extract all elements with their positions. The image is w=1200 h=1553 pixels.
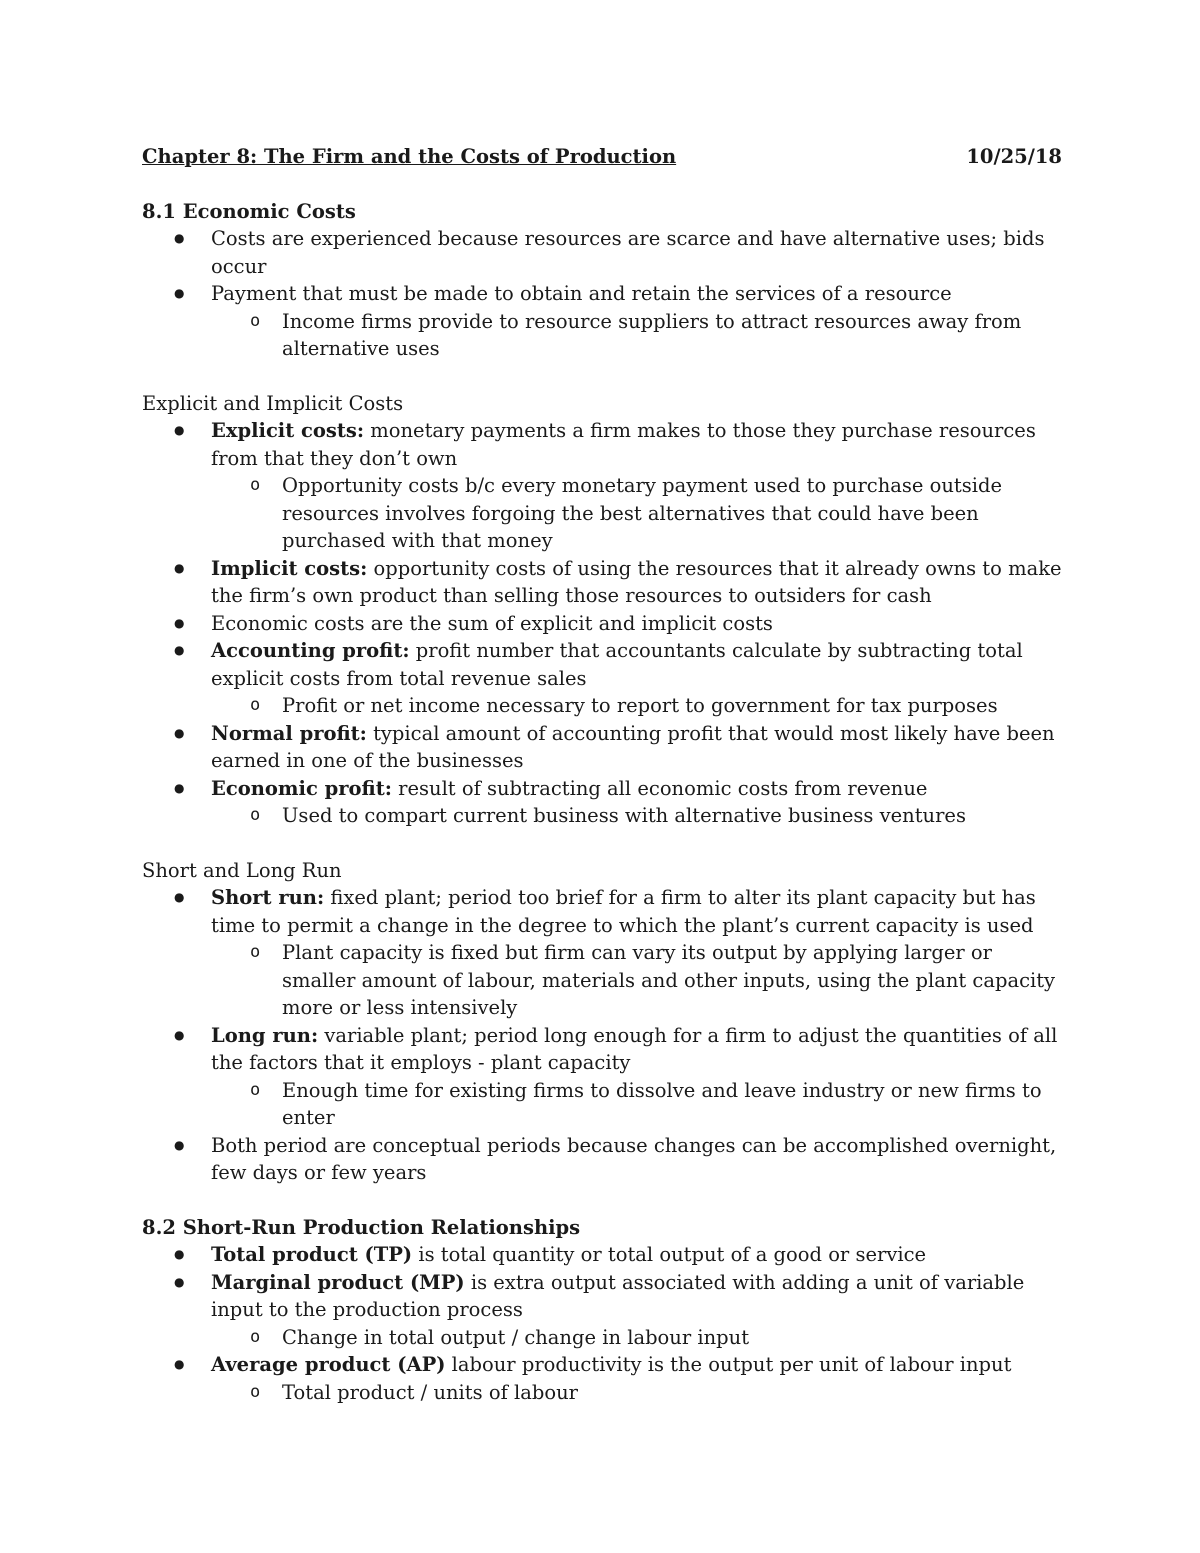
term: Total product (TP) (211, 1243, 413, 1266)
chapter-title: Chapter 8: The Firm and the Costs of Production (142, 145, 677, 168)
sub-list-item: o Enough time for existing firms to dissolve and leave industry or new firms to enter (142, 1077, 1062, 1132)
term: Implicit costs: (211, 556, 368, 580)
sub-list-item: o Total product / units of labour (142, 1379, 1062, 1407)
definition: is extra output associated with adding a unit of variable input to the production process (211, 1270, 1025, 1321)
definition: result of subtracting all economic costs from revenue (391, 776, 928, 800)
term: Average product (AP) (211, 1353, 446, 1376)
sub-list-item: o Opportunity costs b/c every monetary payment used to purchase outside resources involves forgoing the best alternatives that could have been purchased with that money (142, 472, 1062, 555)
sub-list-item: o Used to compart current business with alternative business ventures (142, 802, 1062, 830)
list-item (142, 417, 1062, 472)
document-date: 10/25/18 (966, 145, 1062, 168)
list-item (142, 1269, 1062, 1324)
list-item: ● Payment that must be made to obtain and retain the services of a resource (142, 280, 1062, 308)
list-item: ● Costs are experienced because resources are scarce and have alternative uses; bids occur (142, 225, 1062, 280)
sub-list-item: o Plant capacity is fixed but firm can vary its output by applying larger or smaller amount of labour, materials and other inputs, using the plant capacity more or less intensively (142, 939, 1062, 1022)
sub-list-item: o Change in total output / change in labour input (142, 1324, 1062, 1352)
sub-list-item: o Income firms provide to resource suppliers to attract resources away from alternative uses (142, 308, 1062, 363)
list-item: ● Both period are conceptual periods because changes can be accomplished overnight, few days or few years (142, 1132, 1062, 1187)
definition: is total quantity or total output of a good or service (412, 1243, 927, 1266)
definition: typical amount of accounting profit that would most likely have been earned in one of the businesses (211, 721, 1055, 772)
list-item (142, 1022, 1062, 1077)
list-item (142, 637, 1062, 692)
list-item (142, 1351, 1062, 1379)
section-title-8-2: 8.2 Short-Run Production Relationships (142, 1215, 581, 1239)
list-item (142, 1241, 1062, 1269)
definition: monetary payments a firm makes to those they purchase resources from that they don’t own (211, 419, 1036, 470)
document-page (142, 143, 1062, 1406)
sub-list-item: o Profit or net income necessary to report to government for tax purposes (142, 692, 1062, 720)
list-item: ● Economic costs are the sum of explicit and implicit costs (142, 610, 1062, 638)
term: Long run: (211, 1023, 319, 1047)
term: Accounting profit: (211, 639, 410, 662)
definition: opportunity costs of using the resources that it already owns to make the firm’s own product than selling those resources to outsiders for cash (211, 556, 1062, 607)
section-8-1-list (142, 225, 1062, 363)
term: Short run: (211, 886, 325, 909)
definition: profit number that accountants calculate by subtracting total explicit costs from total revenue sales (211, 639, 1023, 690)
section-8-2-list (142, 1241, 1062, 1406)
list-item (142, 555, 1062, 610)
list-item (142, 775, 1062, 803)
subheading-explicit-implicit: Explicit and Implicit Costs (142, 391, 404, 415)
short-long-run-list (142, 884, 1062, 1187)
document-header (142, 143, 1062, 171)
section-title-8-1: 8.1 Economic Costs (142, 199, 356, 223)
term: Marginal product (MP) (211, 1270, 465, 1294)
definition: labour productivity is the output per unit of labour input (445, 1353, 1012, 1376)
explicit-implicit-list (142, 417, 1062, 830)
definition: variable plant; period long enough for a firm to adjust the quantities of all the factors that it employs - plant capacity (211, 1023, 1058, 1074)
subheading-short-long-run: Short and Long Run (142, 858, 342, 882)
definition: fixed plant; period too brief for a firm to alter its plant capacity but has time to permit a change in the degree to which the plant’s current capacity is used (211, 886, 1036, 937)
term: Economic profit: (211, 776, 392, 800)
list-item (142, 720, 1062, 775)
term: Explicit costs: (211, 419, 365, 442)
term: Normal profit: (211, 721, 367, 745)
list-item (142, 884, 1062, 939)
